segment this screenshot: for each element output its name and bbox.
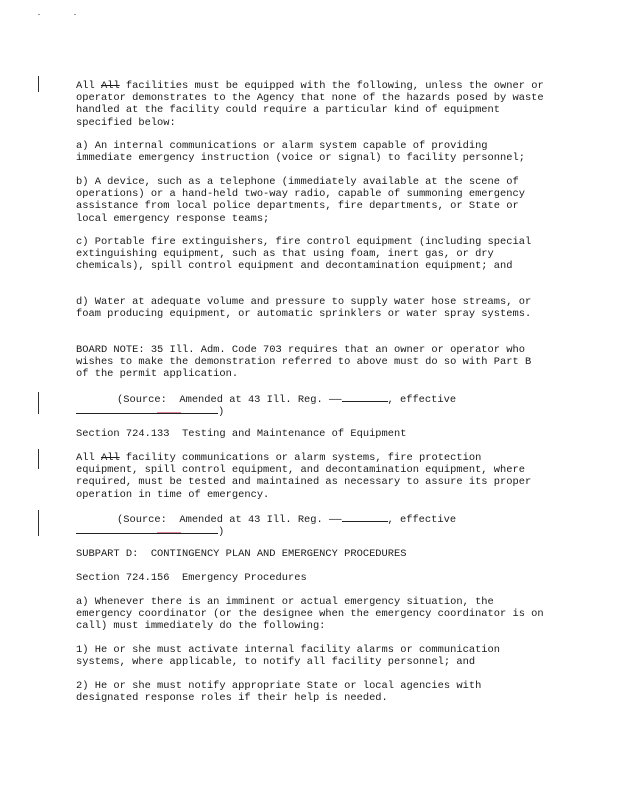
subpart-heading: SUBPART D: CONTINGENCY PLAN AND EMERGENCY PROCEDURES — [76, 548, 407, 560]
blank-line — [76, 404, 218, 414]
item-a: a) An internal communications or alarm system capable of providing immediate emergency instruction (voice or signal) to facility personnel; — [76, 140, 525, 165]
source-close: ) — [218, 406, 225, 418]
change-bar — [38, 449, 39, 469]
change-bar — [38, 510, 39, 536]
struck-word: All — [100, 452, 120, 464]
source-suffix: , effective — [387, 394, 457, 406]
section-heading: Section 724.133 Testing and Maintenance of Equipment — [76, 428, 407, 440]
intro-paragraph — [76, 80, 546, 129]
item-1: 1) He or she must activate internal facility alarms or communication systems, where applicable, to notify all facility personnel; and — [76, 644, 501, 669]
item-d: d) Water at adequate volume and pressure to supply water hose streams, or foam producing equipment, or automatic sprinklers or water spray systems. — [76, 296, 532, 321]
testing-paragraph — [76, 452, 546, 501]
source-effective-line — [76, 404, 224, 418]
source-text: (Source: Amended at 43 Ill. Reg. — [117, 394, 330, 406]
item-a: a) Whenever there is an imminent or actual emergency situation, the emergency coordinator (or the designee when the emergency coordinator is on call) must immediately do the following: — [76, 596, 544, 633]
inserted-word: All — [76, 452, 95, 464]
scan-mark — [74, 14, 76, 15]
scan-mark — [38, 14, 40, 15]
change-bar — [38, 392, 39, 414]
blank-line — [76, 524, 218, 534]
revision-mark — [157, 412, 181, 413]
source-text: (Source: Amended at 43 Ill. Reg. — [117, 514, 330, 526]
source-dash: —— — [329, 394, 342, 406]
source-close: ) — [218, 526, 225, 538]
section-heading: Section 724.156 Emergency Procedures — [76, 572, 307, 584]
inserted-word: All — [76, 80, 95, 92]
paragraph-text: facilities must be equipped with the following, unless the owner or operator demonstrates to the Agency that none of the hazards posed by waste handled at the facility could require a particular kind of equipment specified below: — [76, 80, 544, 129]
board-note: BOARD NOTE: 35 Ill. Adm. Code 703 requires that an owner or operator who wishes to make the demonstration referred to above must do so with Part B of the permit application. — [76, 344, 532, 381]
source-suffix: , effective — [387, 514, 457, 526]
paragraph-text: facility communications or alarm systems, fire protection equipment, spill control equipment, and decontamination equipment, where required, must be tested and maintained as necessary to assure its proper operation in time of emergency. — [76, 452, 532, 501]
change-bar — [38, 76, 39, 92]
blank-line — [342, 512, 388, 522]
source-effective-line — [76, 524, 224, 538]
revision-mark — [157, 532, 181, 533]
item-b: b) A device, such as a telephone (immediately available at the scene of operations) or a hand-held two-way radio, capable of summoning emergency assistance from local police departments, fire departments, or State or local emergency response teams; — [76, 176, 525, 225]
item-c: c) Portable fire extinguishers, fire control equipment (including special extinguishing equipment, such as that using foam, inert gas, or dry chemicals), spill control equipment and decontamination equipment; and — [76, 236, 532, 273]
struck-word: All — [100, 80, 120, 92]
item-2: 2) He or she must notify appropriate State or local agencies with designated response roles if their help is needed. — [76, 680, 482, 705]
blank-line — [342, 392, 388, 402]
source-dash: —— — [329, 514, 342, 526]
